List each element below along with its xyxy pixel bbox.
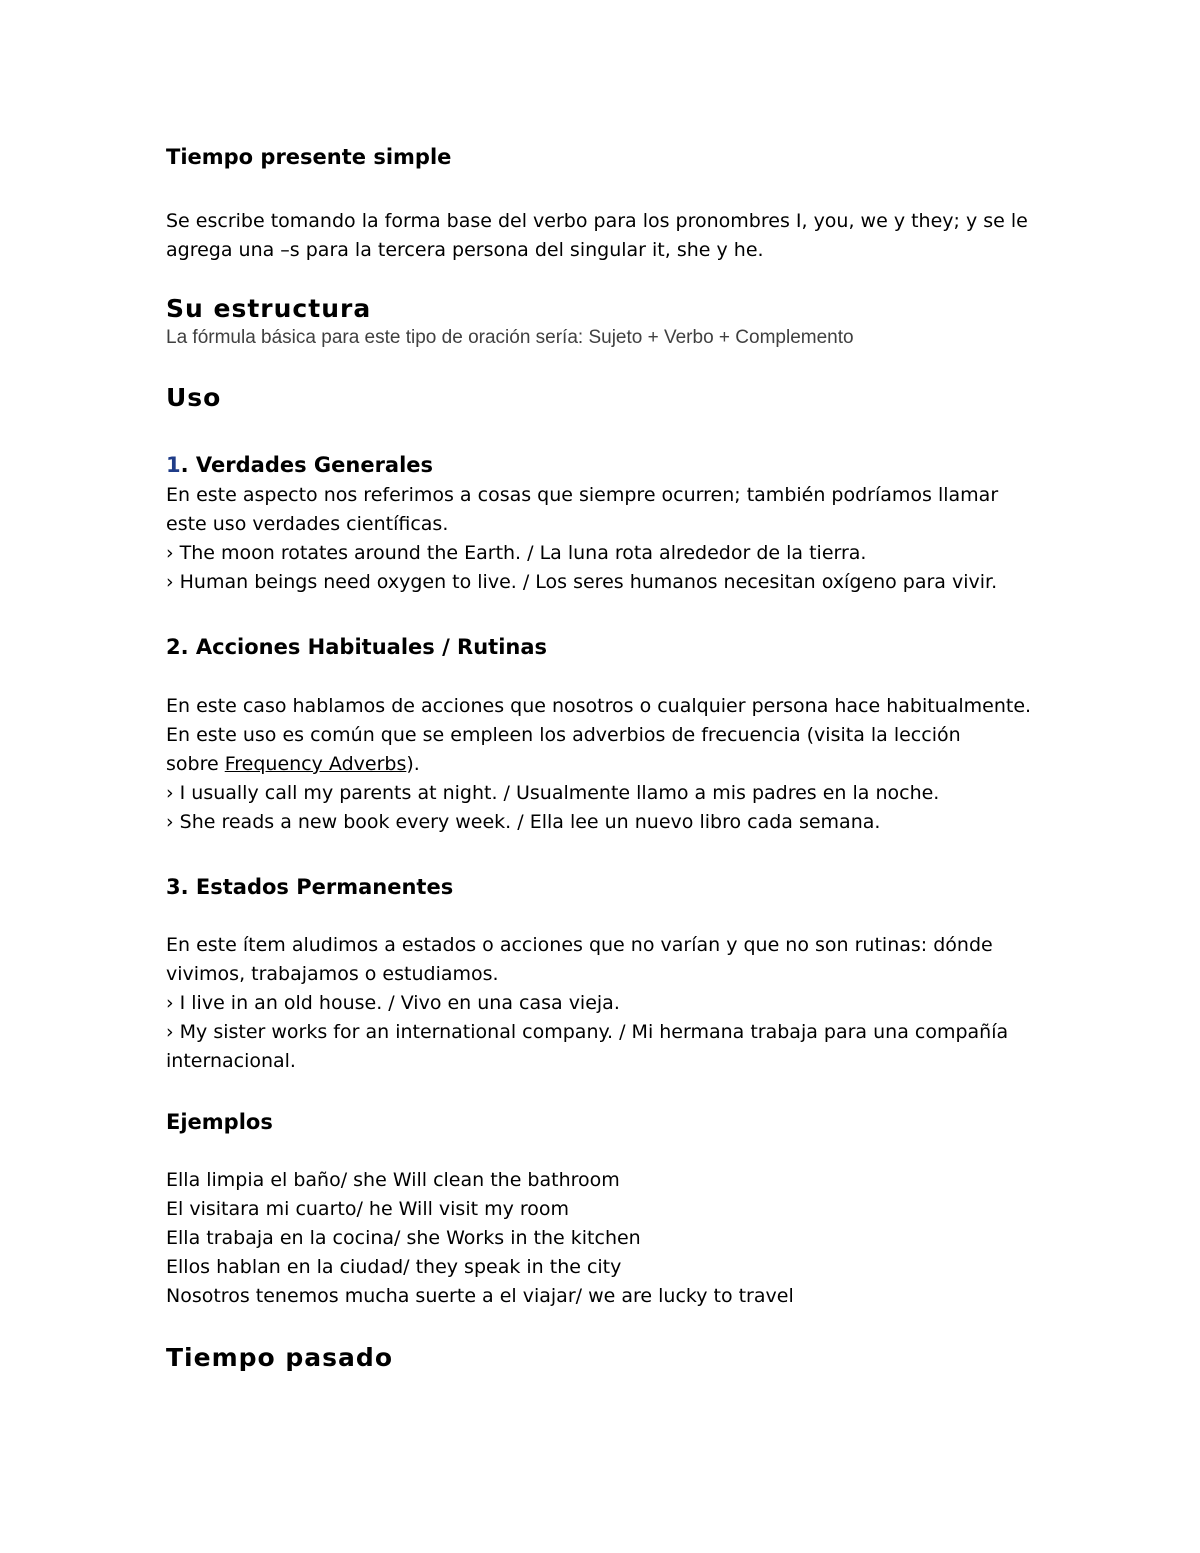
- section-3-line: › My sister works for an international company. / Mi hermana trabaja para una compañía: [166, 1021, 1009, 1043]
- intro-line: Se escribe tomando la forma base del verbo para los pronombres I, you, we y they; y se le: [166, 210, 1028, 232]
- ejemplo-item: El visitara mi cuarto/ he Will visit my room: [166, 1198, 570, 1220]
- estructura-heading: Su estructura: [166, 294, 372, 323]
- section-3-body: [166, 931, 1066, 1076]
- ejemplos-list: [166, 1166, 1066, 1311]
- section-2-heading: 2. Acciones Habituales / Rutinas: [166, 635, 548, 659]
- section-1-heading: [166, 450, 1066, 480]
- section-1-line: › The moon rotates around the Earth. / La luna rota alrededor de la tierra.: [166, 542, 867, 564]
- section-2-line: › She reads a new book every week. / Ella lee un nuevo libro cada semana.: [166, 811, 881, 833]
- ejemplo-item: Ella trabaja en la cocina/ she Works in the kitchen: [166, 1227, 641, 1249]
- section-3-line: internacional.: [166, 1050, 296, 1072]
- pasado-heading: Tiempo pasado: [166, 1343, 393, 1372]
- section-1-body: [166, 481, 1066, 597]
- section-2-line: En este caso hablamos de acciones que nosotros o cualquier persona hace habitualmente.: [166, 695, 1032, 717]
- section-1-title: . Verdades Generales: [180, 453, 434, 477]
- frequency-adverbs-link[interactable]: Frequency Adverbs: [224, 753, 407, 775]
- ejemplos-heading: Ejemplos: [166, 1110, 273, 1134]
- section-1-line: › Human beings need oxygen to live. / Los seres humanos necesitan oxígeno para vivir.: [166, 571, 998, 593]
- link-suffix: ).: [406, 753, 420, 775]
- uso-heading: Uso: [166, 383, 222, 412]
- section-3-line: › I live in an old house. / Vivo en una casa vieja.: [166, 992, 620, 1014]
- ejemplo-item: Ellos hablan en la ciudad/ they speak in the city: [166, 1256, 622, 1278]
- section-2-line: › I usually call my parents at night. / Usualmente llamo a mis padres en la noche.: [166, 782, 940, 804]
- section-3-heading: 3. Estados Permanentes: [166, 875, 454, 899]
- section-2-body: [166, 692, 1066, 837]
- section-3-line: En este ítem aludimos a estados o acciones que no varían y que no son rutinas: dónde: [166, 934, 993, 956]
- intro-paragraph: [166, 207, 1066, 265]
- document-title: Tiempo presente simple: [166, 145, 452, 169]
- estructura-formula: La fórmula básica para este tipo de oración sería: Sujeto + Verbo + Complemento: [166, 327, 854, 348]
- link-prefix: sobre: [166, 753, 225, 775]
- section-1-line: En este aspecto nos referimos a cosas que siempre ocurren; también podríamos llamar: [166, 484, 999, 506]
- section-1-number: 1: [166, 453, 181, 477]
- section-2-line-with-link: [166, 750, 1066, 779]
- section-1-line: este uso verdades científicas.: [166, 513, 449, 535]
- ejemplo-item: Ella limpia el baño/ she Will clean the bathroom: [166, 1169, 620, 1191]
- section-3-line: vivimos, trabajamos o estudiamos.: [166, 963, 499, 985]
- intro-line: agrega una –s para la tercera persona del singular it, she y he.: [166, 239, 764, 261]
- ejemplo-item: Nosotros tenemos mucha suerte a el viajar/ we are lucky to travel: [166, 1285, 794, 1307]
- section-2-line: En este uso es común que se empleen los adverbios de frecuencia (visita la lección: [166, 724, 961, 746]
